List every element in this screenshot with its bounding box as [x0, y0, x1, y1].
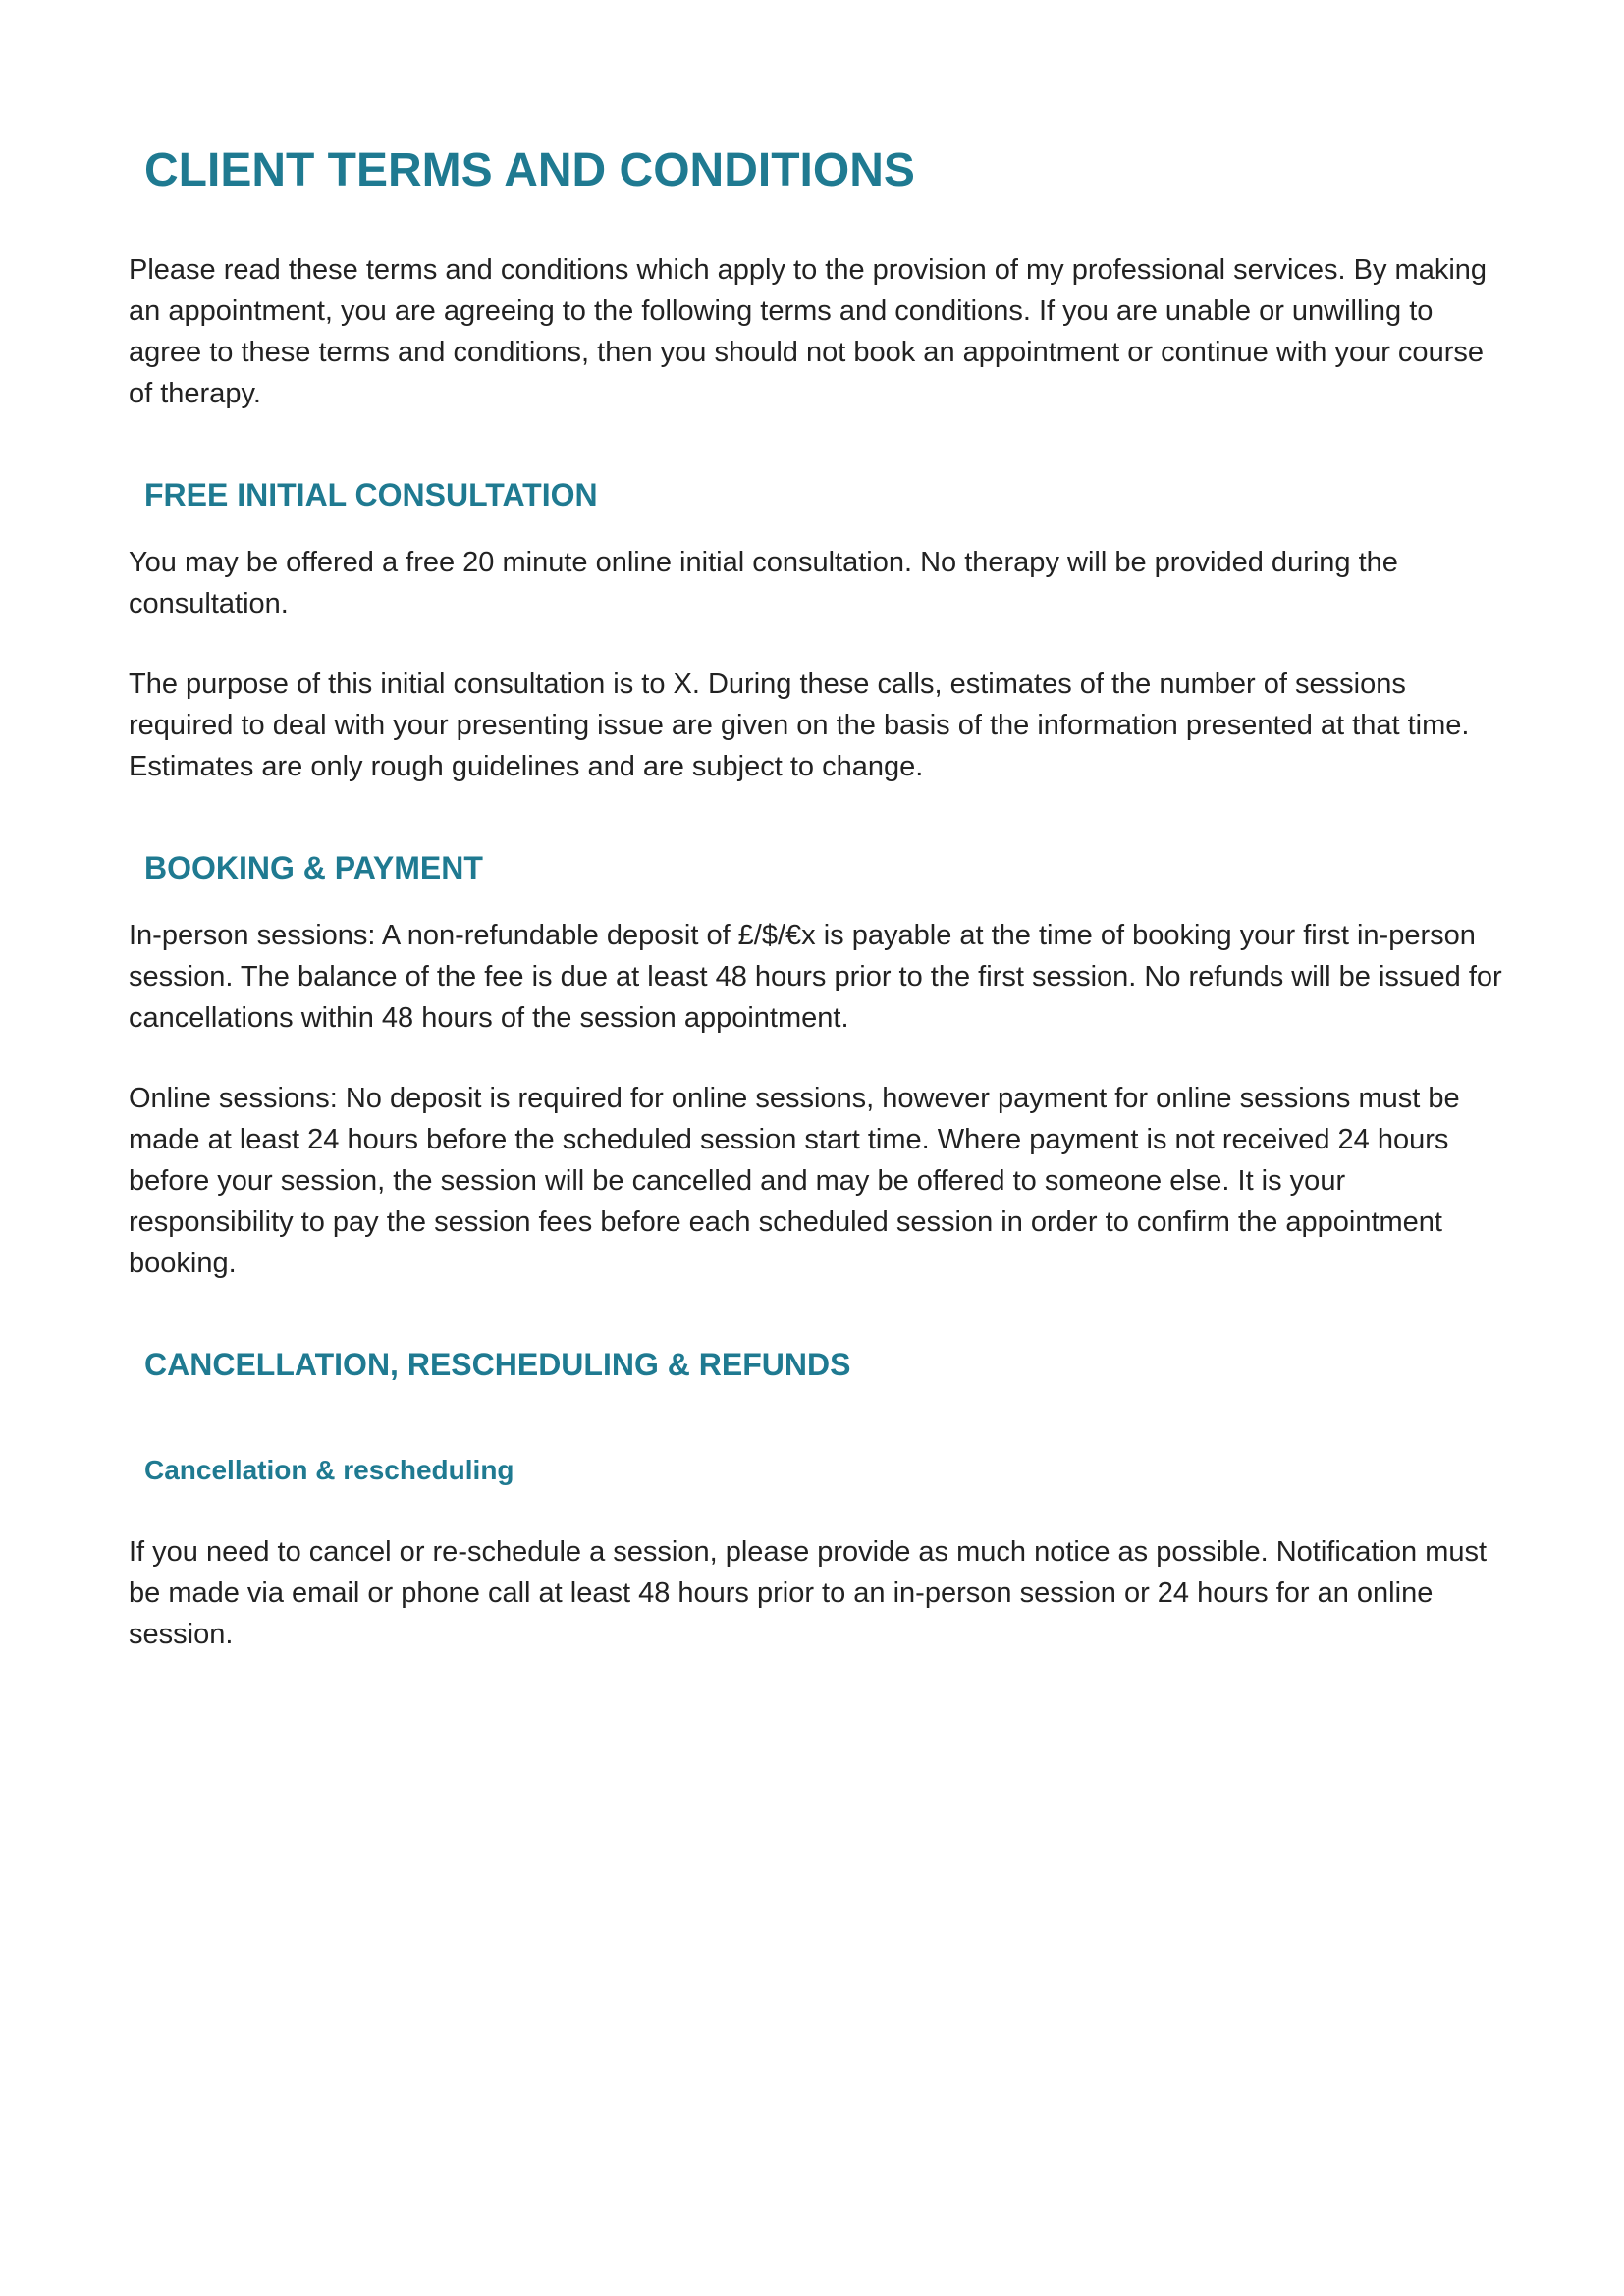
section-heading-cancellation: CANCELLATION, RESCHEDULING & REFUNDS: [144, 1347, 851, 1382]
subheading-cancellation-rescheduling: Cancellation & rescheduling: [144, 1455, 514, 1485]
consultation-paragraph-1: You may be offered a free 20 minute online initial consultation. No therapy will be provided during the consultation.: [129, 547, 1398, 619]
booking-paragraph-in-person: In-person sessions: A non-refundable deposit of £/$/€x is payable at the time of booking your first in-person session. The balance of the fee is due at least 48 hours prior to the first session. No refunds will be issued for cancellations within 48 hours of the session appointment.: [129, 920, 1502, 1034]
booking-paragraph-online: Online sessions: No deposit is required for online sessions, however payment for online sessions must be made at least 24 hours before the scheduled session start time. Where payment is not received 24 hours before your session, the session will be cancelled and may be offered to someone else. It is your responsibility to pay the session fees before each scheduled session in order to confirm the appointment booking.: [129, 1083, 1460, 1279]
cancellation-paragraph: If you need to cancel or re-schedule a session, please provide as much notice as possible. Notification must be made via email or phone call at least 48 hours prior to an in-person session or 24 hours for an online session.: [129, 1536, 1488, 1650]
section-heading-booking-payment: BOOKING & PAYMENT: [144, 850, 483, 885]
section-heading-free-consultation: FREE INITIAL CONSULTATION: [144, 477, 598, 512]
intro-paragraph: Please read these terms and conditions which apply to the provision of my professional services. By making an appointment, you are agreeing to the following terms and conditions. If you are unable or unwilling to agree to these terms and conditions, then you should not book an appointment or continue with your course of therapy.: [129, 254, 1488, 409]
document-title: CLIENT TERMS AND CONDITIONS: [144, 144, 915, 196]
consultation-paragraph-2: The purpose of this initial consultation is to X. During these calls, estimates of the number of sessions required to deal with your presenting issue are given on the basis of the information presented at that time. Estimates are only rough guidelines and are subject to change.: [129, 668, 1470, 782]
